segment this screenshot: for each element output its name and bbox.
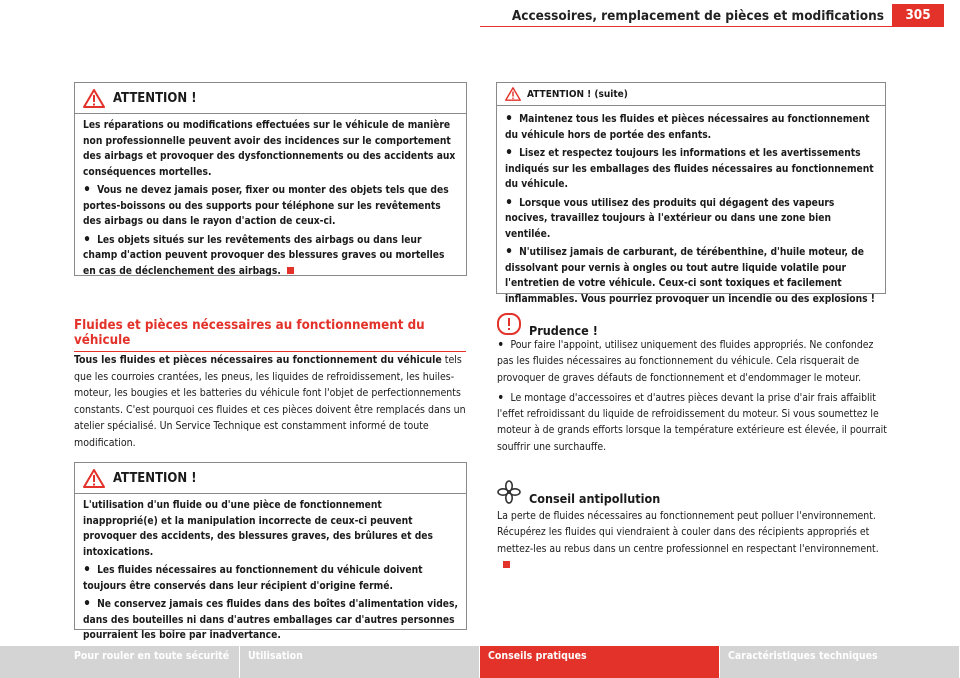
warning-bullet: • Maintenez tous les fluides et pièces nécessaires au fonctionnement du véhicule hors de portée des enfants.	[505, 111, 870, 141]
bullet-icon: •	[83, 231, 92, 248]
end-marker-icon	[503, 561, 510, 568]
warning-airbags	[74, 82, 467, 276]
warning-header	[497, 83, 885, 106]
warning-bullet: • Les fluides nécessaires au fonctionnement du véhicule doivent toujours être conservés dans leur récipient d'origine fermé.	[83, 562, 423, 592]
bullet-icon: •	[497, 389, 505, 406]
eco-body	[497, 508, 887, 577]
bullet-icon: •	[83, 182, 92, 198]
warning-title: ATTENTION ! (suite)	[527, 88, 628, 100]
warning-header	[75, 83, 466, 114]
end-marker-icon	[287, 267, 294, 274]
warning-bullet: • N'utilisez jamais de carburant, de térébenthine, d'huile moteur, de dissolvant pour vernis à ongles ou tout autre liquide volatile pour l'entretien de votre véhicule. Ceux-ci sont toxiques et facilement inflammables. Vous pourriez provoquer un incendie ou des explosions !	[505, 244, 875, 305]
eco-flower-icon	[497, 480, 521, 504]
warning-triangle-icon	[505, 87, 521, 101]
warning-title: ATTENTION !	[113, 90, 197, 106]
warning-bullet: • Lisez et respectez toujours les informations et les avertissements indiqués sur les emballages des fluides nécessaires au fonctionnement du véhicule.	[505, 145, 874, 190]
warning-triangle-icon	[83, 469, 105, 488]
bullet-icon: •	[83, 562, 92, 578]
tab-utilisation[interactable]: Utilisation	[240, 646, 479, 678]
page-number: 305	[892, 4, 944, 26]
caution-bullet: • Pour faire l'appoint, utilisez uniquement des fluides appropriés. Ne confondez pas les fluides nécessaires au fonctionnement du véhicule. Cela risquerait de provoquer de graves défauts de fonctionnement et d'endommager le moteur.	[497, 337, 874, 384]
warning-bullet: • Ne conservez jamais ces fluides dans des boîtes d'alimentation vides, dans des bouteilles ni dans d'autres emballages car d'autres personnes pourraient les boire par inadvertance.	[83, 596, 458, 641]
warning-bullet: • Lorsque vous utilisez des produits qui dégagent des vapeurs nocives, travaillez toujours à l'extérieur ou dans une zone bien ventilée.	[505, 194, 835, 240]
warning-intro: Les réparations ou modifications effectuées sur le véhicule de manière non professionnelle peuvent avoir des incidences sur le comportement des airbags et provoquer des dysfonctionnements ou des accidents aux conséquences mortelles.	[83, 120, 456, 178]
warning-continued	[496, 82, 886, 305]
page-header-title: Accessoires, remplacement de pièces et modifications	[511, 8, 884, 24]
footer-nav	[0, 646, 960, 678]
section-title: Fluides et pièces nécessaires au fonctionnement du véhicule	[74, 318, 466, 352]
warning-header	[75, 463, 466, 494]
eco-text: La perte de fluides nécessaires au fonctionnement peut polluer l'environnement. Récupérez les fluides qui viendraient à couler dans des récipients appropriés et mettez-les au rebus dans un centre professionnel en respectant l'environnement.	[497, 508, 887, 573]
warning-bullet: • Les objets situés sur les revêtements des airbags ou dans leur champ d'action peuvent provoquer des blessures graves ou mortelles en cas de déclenchement des airbags.	[83, 231, 445, 277]
warning-fluids	[74, 462, 467, 641]
caution-title: Prudence !	[529, 322, 598, 338]
bullet-icon: •	[505, 145, 514, 161]
bullet-icon: •	[505, 194, 514, 211]
section-intro: Tous les fluides et pièces nécessaires au fonctionnement du véhicule tels que les courroies crantées, les pneus, les liquides de refroidissement, les huiles-moteur, les bougies et les batteries du véhicule font l'objet de perfectionnements constants. C'est pourquoi ces fluides et ces pièces doivent être remplacés dans un atelier spécialisé. Un Service Technique est constamment informé de toute modification.	[74, 354, 466, 449]
warning-intro: L'utilisation d'un fluide ou d'une pièce de fonctionnement inapproprié(e) et la manipulation incorrecte de ceux-ci peuvent provoquer des accidents, des blessures graves, des brûlures et des intoxications.	[83, 500, 433, 558]
eco-header	[497, 480, 660, 504]
bullet-icon: •	[505, 111, 514, 127]
eco-title: Conseil antipollution	[529, 490, 661, 506]
caution-header	[497, 313, 598, 338]
tab-conseils-pratiques[interactable]: Conseils pratiques	[480, 646, 719, 678]
caution-bullet: • Le montage d'accessoires et d'autres pièces devant la prise d'air frais affaiblit l'effet refroidissant du liquide de refroidissement du moteur. Si vous soumettez le moteur à de grands efforts lorsque la température extérieure est élevée, il pourrait souffrir une surchauffe.	[497, 389, 887, 453]
warning-title: ATTENTION !	[113, 470, 197, 486]
warning-bullet: • Vous ne devez jamais poser, fixer ou monter des objets tels que des portes-boissons ou des supports pour téléphone sur les revêtements des airbags ou dans le rayon d'action de ceux-ci.	[83, 182, 449, 227]
bullet-icon: •	[505, 244, 514, 260]
warning-triangle-icon	[83, 89, 105, 108]
bullet-icon: •	[497, 337, 505, 353]
tab-securite[interactable]: Pour rouler en toute sécurité	[0, 646, 239, 678]
header-rule	[480, 26, 944, 27]
caution-body	[497, 337, 887, 459]
bullet-icon: •	[83, 596, 92, 612]
caution-icon	[497, 313, 521, 335]
tab-caracteristiques[interactable]: Caractéristiques techniques	[720, 646, 959, 678]
